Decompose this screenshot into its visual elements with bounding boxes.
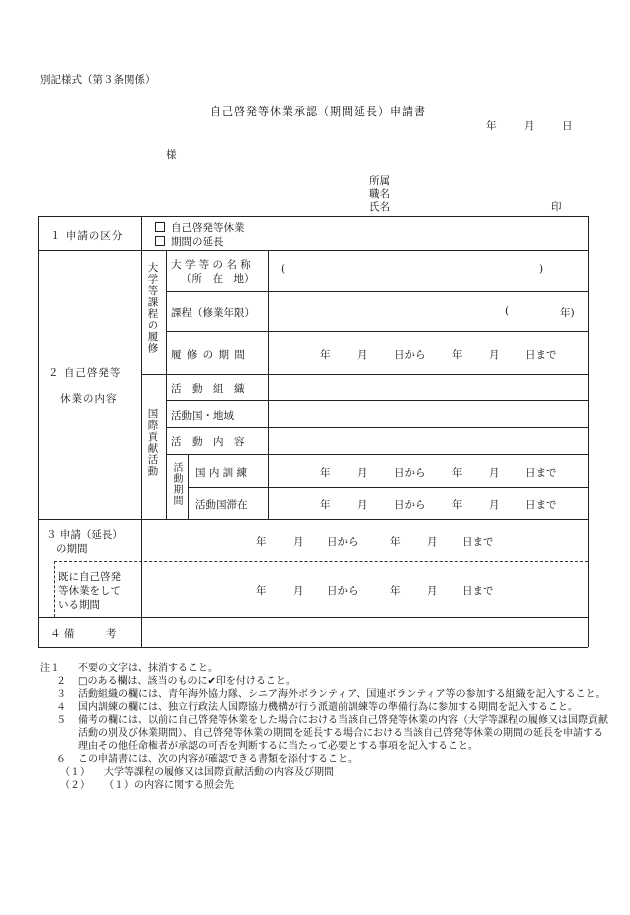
- date-year: 年: [486, 120, 497, 132]
- row3-label-line1: ３ 申請（延長）: [46, 529, 123, 541]
- abroad-stay-label: 活動国滞在: [195, 499, 248, 511]
- option-self-development-leave[interactable]: 自己啓発等休業: [155, 220, 245, 235]
- row4-label: ４ 備 考: [50, 628, 117, 640]
- applicant-name-label: 氏名: [369, 201, 390, 213]
- note-item: ６ この申請書には、次の内容が確認できる書類を添付すること。: [56, 754, 358, 765]
- university-location-label: （所 在 地）: [181, 273, 255, 285]
- note-subitem: （１） 大学等課程の履修又は国際貢献活動の内容及び期間: [60, 767, 334, 778]
- course-label: 課程（修業年限）: [171, 307, 255, 319]
- applicant-dept-label: 所属: [369, 175, 390, 187]
- applicant-title-label: 職名: [369, 188, 390, 200]
- date-month: 月: [524, 120, 535, 132]
- page-title: 自己啓発等休業承認（期間延長）申請書: [210, 105, 426, 118]
- university-name-paren-open: (: [281, 263, 286, 275]
- note-item: ５ 備考の欄には、以前に自己啓発等休業をした場合における当該自己啓発等休業の内容（大学等課程の履修又は国際貢献活動の別及び休業期間）、自己啓発等休業の期間を延長する場合における当該自己啓発等休業の期間の延長を申請する理由その他任命権者が承認の可否を判断するに当たって必要とする事項を記入すること。: [56, 715, 608, 752]
- row3-label-line2: の期間: [56, 543, 88, 555]
- checkbox-icon[interactable]: [155, 236, 165, 246]
- course-paren-open: (: [505, 305, 510, 317]
- university-name-label: 大 学 等 の 名 称: [171, 259, 251, 271]
- activity-country-label: 活動国・地域: [171, 410, 234, 422]
- prior-leave-label-line1: 既に自己啓発: [58, 571, 121, 583]
- note-item: ４ 国内訓練の欄には、独立行政法人国際協力機構が行う派遣前訓練等の準備行為に参加する期間を記入すること。: [56, 702, 578, 713]
- checkbox-icon[interactable]: [155, 222, 165, 232]
- notes-list: [40, 662, 610, 792]
- row1-label: １ 申請の区分: [50, 230, 124, 242]
- addressee-suffix: 様: [166, 149, 177, 161]
- course-years-unit: 年): [560, 307, 575, 319]
- date-day: 日: [562, 120, 573, 132]
- prior-leave-label-line3: いる期間: [58, 599, 100, 611]
- university-name-paren-close: ): [539, 263, 544, 275]
- international-contribution-group-label: 国際貢献活動: [146, 408, 159, 477]
- note-item: ２ □のある欄は、該当のものに✔印を付けること。: [56, 676, 296, 687]
- study-period-label: 履 修 の 期 間: [171, 349, 246, 361]
- university-course-group-label: 大学等課程の履修: [146, 262, 159, 354]
- activity-content-label: 活 動 内 容: [171, 436, 245, 448]
- seal-mark: 印: [551, 201, 562, 213]
- option-period-extension[interactable]: 期間の延長: [155, 234, 224, 249]
- remarks-field[interactable]: [143, 619, 586, 645]
- note-item: ３ 活動組織の欄には、青年海外協力隊、シニア海外ボランティア、国連ボランティア等の参加する組織を記入すること。: [56, 689, 606, 700]
- check-mark-icon: ✔: [207, 676, 216, 687]
- activity-period-group-label: 活動期間: [171, 462, 182, 506]
- note-item: 注１ 不要の文字は、抹消すること。: [40, 663, 218, 674]
- domestic-training-label: 国 内 訓 練: [195, 467, 248, 479]
- note-subitem: （２） （１）の内容に関する照会先: [60, 780, 234, 791]
- row2-label-line2: 休業の内容: [60, 393, 118, 405]
- prior-leave-label-line2: 等休業をして: [58, 585, 121, 597]
- row2-label-line1: ２ 自己啓発等: [48, 367, 122, 379]
- activity-organization-label: 活 動 組 織: [171, 383, 245, 395]
- form-reference: 別記様式（第３条関係）: [40, 74, 156, 86]
